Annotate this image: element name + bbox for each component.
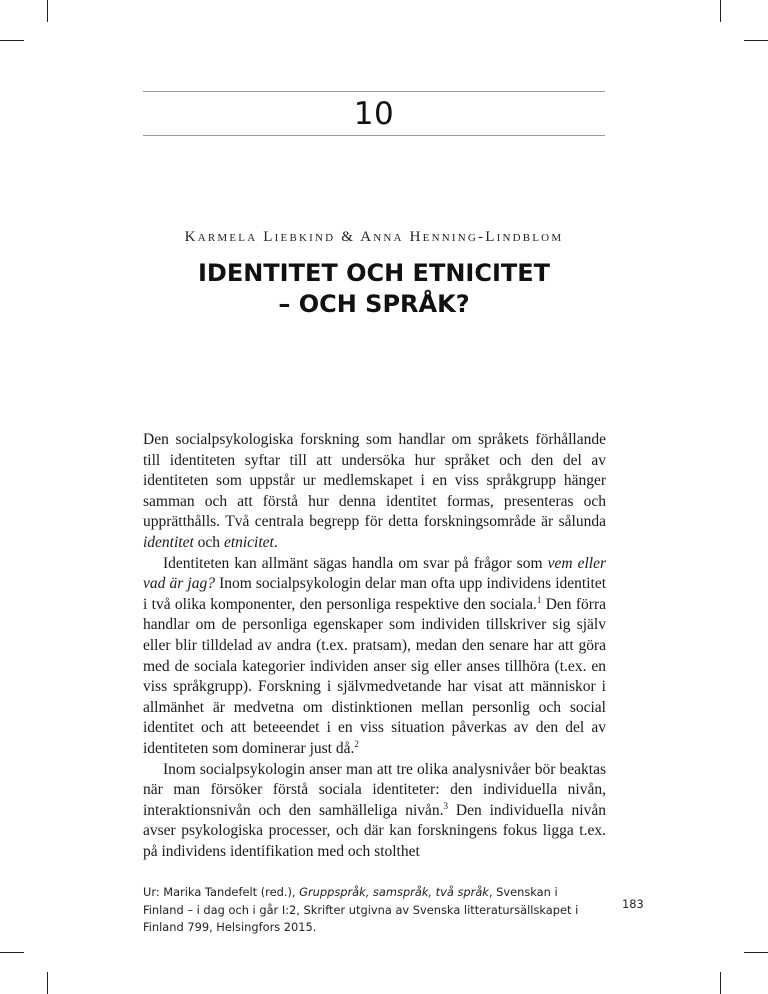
footnote-ref-1: 1 [536,594,542,605]
crop-mark-bottom-right [720,972,721,994]
source-footnote-prefix: Ur: Marika Tandefelt (red.), [143,885,300,899]
crop-mark-top-right [720,0,721,22]
footnote-ref-2: 2 [354,738,359,749]
chapter-title-line-1: IDENTITET OCH ETNICITET [197,259,551,287]
source-book-title: Gruppspråk, samspråk, två språk [299,885,489,899]
source-footnote [143,884,598,937]
question-vem-eller-vad: vem eller vad är jag? [143,554,606,593]
paragraph-2-text-a: Identiteten kan allmänt sägas handla om svar på frågor som [163,554,548,572]
chapter-title [143,258,605,320]
source-footnote-suffix: , Svenskan i Finland – i dag och i går I:2, Skrifter utgivna av Svenska litteratursällskapet i Finland 799, Helsingfors 2015. [143,885,579,934]
paragraph-1-text-b: och [193,533,224,551]
crop-mark-bottom-left [47,972,48,994]
body-text [143,430,606,862]
chapter-authors: Karmela Liebkind & Anna Henning-Lindblom [184,229,564,245]
crop-mark-right-top [744,40,768,41]
paragraph-1-text-a: Den socialpsykologiska forskning som handlar om språkets förhållande till identiteten syftar till att undersöka hur språket och den del av identiteten som uppstår ur medlemskapet i en viss språkgrupp hänger samman och att förstå hur denna identitet formas, presenteras och upprätthålls. Två centrala begrepp för detta forskningsområde är sålunda [143,431,606,531]
chapter-rule-top [143,91,605,92]
paragraph-3 [143,760,606,863]
crop-mark-top-left [47,0,48,22]
chapter-title-line-2: – OCH SPRÅK? [278,290,470,318]
crop-mark-left-bottom [0,952,24,953]
paragraph-1 [143,430,606,554]
page-number: 183 [622,897,644,911]
footnote-ref-3: 3 [443,800,449,811]
chapter-number: 10 [353,96,395,132]
paragraph-1-text-c: . [273,533,278,551]
paragraph-2-text-c: Den förra handlar om de personliga egenskaper som individen tillskriver sig själv eller blir tilldelad av andra (t.ex. pratsam), medan den senare har att göra med de sociala kategorier individen anser sig eller anses tillhöra (t.ex. en viss språkgrupp). Forskning i självmedvetande har visat att människor i allmänhet är medvetna om distinktionen mellan personlig och social identitet och att beteeendet i en viss situation påverkas av den del av identiteten som dominerar just då. [143,595,606,757]
paragraph-3-text-a: Inom socialpsykologin anser man att tre olika analysnivåer bör beaktas när man försöker förstå sociala identiteter: den individuella nivån, interaktionsnivån och den samhälleliga nivån. [143,760,606,819]
crop-mark-right-bottom [744,952,768,953]
paragraph-2-text-b: Inom socialpsykologin delar man ofta upp individens identitet i två olika komponenter, den personliga respektive den sociala. [143,575,607,613]
paragraph-3-text-b: Den individuella nivån avser psykologiska processer, och där kan forskningens fokus ligga t.ex. på individens identifikation med och stolthet [143,801,606,860]
chapter-rule-bottom [143,135,605,136]
crop-mark-left-top [0,40,24,41]
paragraph-2 [143,554,606,760]
term-etnicitet: etnicitet [223,533,274,551]
term-identitet: identitet [143,533,194,551]
